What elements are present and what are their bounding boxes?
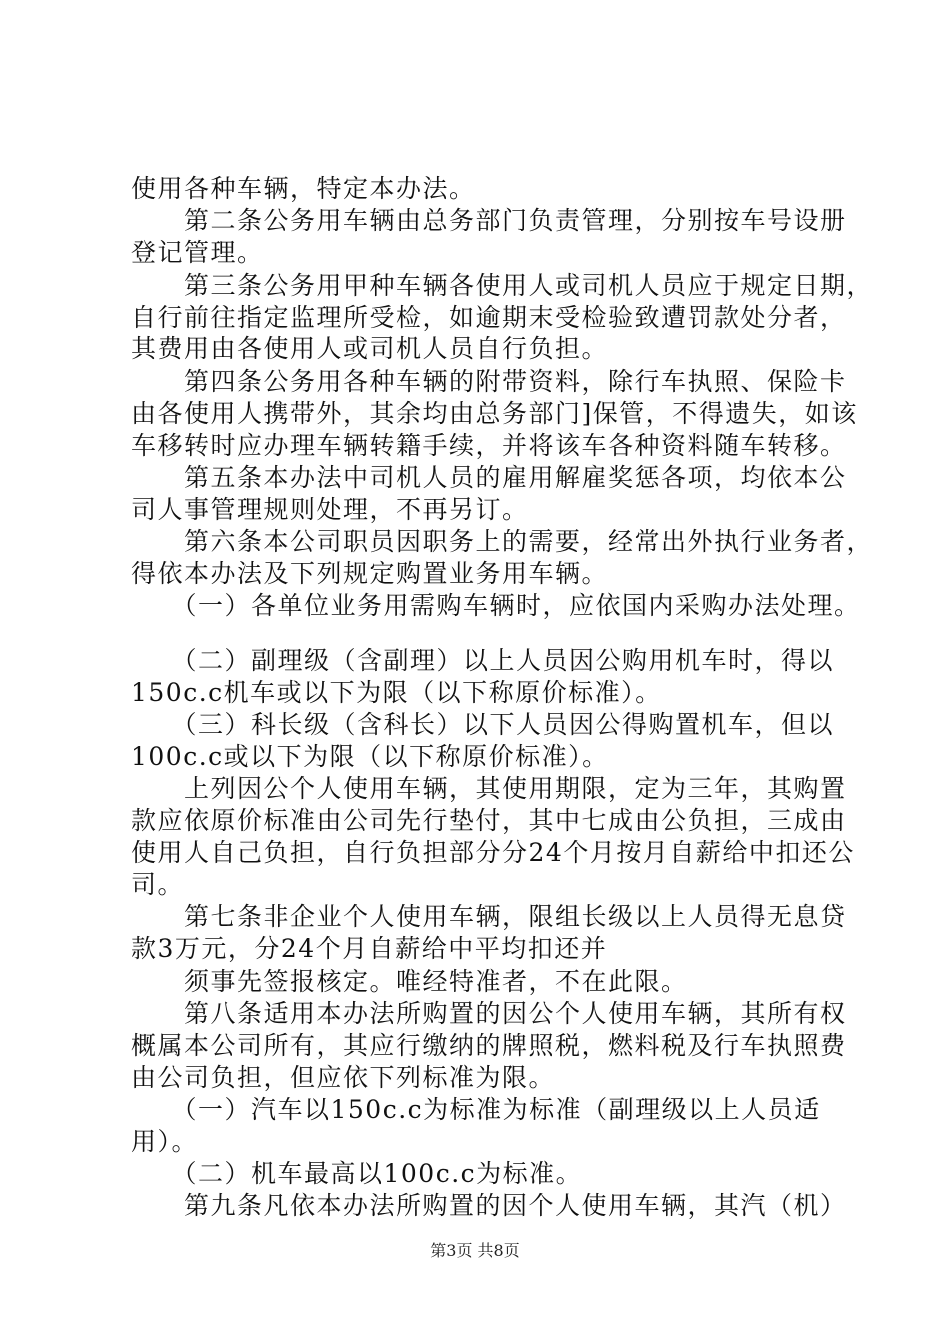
- body-text-line: 登记管理。: [131, 238, 264, 267]
- body-text-line: 第八条适用本办法所购置的因公个人使用车辆，其所有权: [131, 999, 847, 1028]
- body-text-line: 须事先签报核定。唯经特准者，不在此限。: [131, 967, 688, 996]
- body-text-line: 款应依原价标准由公司先行垫付，其中七成由公负担，三成由: [131, 806, 847, 835]
- body-text-line: 车移转时应办理车辆转籍手续，并将该车各种资料随车转移。: [131, 431, 847, 460]
- body-text-line: 上列因公个人使用车辆，其使用期限，定为三年，其购置: [131, 774, 847, 803]
- page-number: 第3页 共8页: [430, 1241, 520, 1260]
- body-text-line: （三）科长级（含科长）以下人员因公得购置机车，但以: [131, 710, 835, 739]
- body-text-line: （二）副理级（含副理）以上人员因公购用机车时，得以: [131, 646, 835, 675]
- body-text-line: 由各使用人携带外，其余均由总务部门]保管，不得遗失，如该: [131, 399, 858, 428]
- body-text-line: 用）。: [131, 1127, 199, 1156]
- body-text-line: 款3万元，分24个月自薪给中平均扣还并: [131, 934, 608, 963]
- body-text-line: （一）各单位业务用需购车辆时，应依国内采购办法处理。: [131, 591, 861, 620]
- body-text-line: 由公司负担，但应依下列标准为限。: [131, 1063, 556, 1092]
- body-text-line: 自行前往指定监理所受检，如逾期末受检验致遭罚款处分者，: [131, 303, 847, 332]
- body-text-line: 使用各种车辆，特定本办法。: [131, 174, 476, 203]
- body-text-line: 司。: [131, 870, 185, 899]
- body-text-line: 第七条非企业个人使用车辆，限组长级以上人员得无息贷: [131, 902, 847, 931]
- body-text-line: 第三条公务用甲种车辆各使用人或司机人员应于规定日期，: [131, 271, 874, 300]
- body-text-line: （二）机车最高以100c.c为标准。: [131, 1159, 583, 1188]
- body-text-line: （一）汽车以150c.c为标准为标准（副理级以上人员适: [131, 1095, 821, 1124]
- body-text-line: 使用人自己负担，自行负担部分分24个月按月自薪给中扣还公: [131, 838, 855, 867]
- body-text-line: 第四条公务用各种车辆的附带资料，除行车执照、保险卡: [131, 367, 847, 396]
- body-text-line: 其费用由各使用人或司机人员自行负担。: [131, 334, 609, 363]
- body-text-line: 第九条凡依本办法所购置的因个人使用车辆，其汽（机）: [131, 1191, 847, 1220]
- body-text-line: 概属本公司所有，其应行缴纳的牌照税，燃料税及行车执照费: [131, 1031, 847, 1060]
- body-text-line: 100c.c或以下为限（以下称原价标准）。: [131, 742, 609, 771]
- body-text-line: 150c.c机车或以下为限（以下称原价标准）。: [131, 678, 662, 707]
- body-text-line: 第五条本办法中司机人员的雇用解雇奖惩各项，均依本公: [131, 463, 847, 492]
- body-text-line: 司人事管理规则处理，不再另订。: [131, 495, 529, 524]
- body-text-line: 第二条公务用车辆由总务部门负责管理，分别按车号设册: [131, 206, 847, 235]
- body-text-line: 第六条本公司职员因职务上的需要，经常出外执行业务者，: [131, 527, 874, 556]
- body-text-line: 得依本办法及下列规定购置业务用车辆。: [131, 559, 609, 588]
